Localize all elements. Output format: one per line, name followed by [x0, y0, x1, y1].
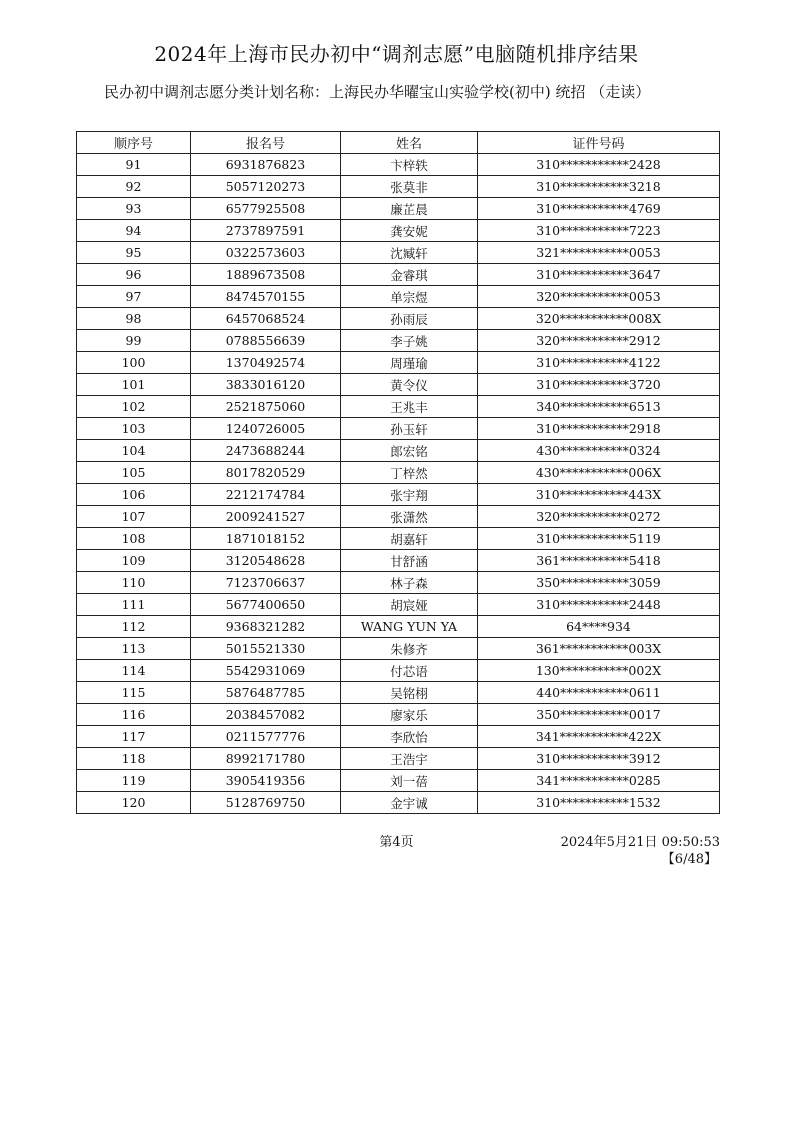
cell-id-number: 310***********443X [478, 484, 720, 506]
cell-name: 金宇诚 [341, 792, 478, 814]
table-row [77, 572, 720, 594]
cell-registration: 2737897591 [191, 220, 341, 242]
cell-sequence: 92 [77, 176, 191, 198]
cell-sequence: 112 [77, 616, 191, 638]
header-registration: 报名号 [191, 132, 341, 154]
table-row [77, 770, 720, 792]
table-row [77, 198, 720, 220]
table-header-row [77, 132, 720, 154]
cell-registration: 5876487785 [191, 682, 341, 704]
table-row [77, 330, 720, 352]
cell-id-number: 310***********5119 [478, 528, 720, 550]
cell-sequence: 97 [77, 286, 191, 308]
table-row [77, 506, 720, 528]
cell-id-number: 310***********4122 [478, 352, 720, 374]
cell-id-number: 361***********003X [478, 638, 720, 660]
cell-sequence: 96 [77, 264, 191, 286]
cell-id-number: 320***********2912 [478, 330, 720, 352]
cell-name: 王浩宇 [341, 748, 478, 770]
cell-registration: 2009241527 [191, 506, 341, 528]
cell-registration: 3833016120 [191, 374, 341, 396]
cell-id-number: 310***********3912 [478, 748, 720, 770]
ranking-table [76, 131, 720, 814]
cell-sequence: 104 [77, 440, 191, 462]
cell-sequence: 94 [77, 220, 191, 242]
cell-sequence: 100 [77, 352, 191, 374]
cell-id-number: 430***********006X [478, 462, 720, 484]
cell-name: 朱修齐 [341, 638, 478, 660]
page-number: 第4页 [379, 835, 414, 850]
cell-sequence: 99 [77, 330, 191, 352]
table-row [77, 484, 720, 506]
cell-name: 胡宸娅 [341, 594, 478, 616]
cell-registration: 2521875060 [191, 396, 341, 418]
cell-registration: 0211577776 [191, 726, 341, 748]
cell-id-number: 440***********0611 [478, 682, 720, 704]
cell-id-number: 310***********2428 [478, 154, 720, 176]
document-title: 2024年上海市民办初中“调剂志愿”电脑随机排序结果 [154, 42, 639, 66]
cell-registration: 5015521330 [191, 638, 341, 660]
cell-registration: 2038457082 [191, 704, 341, 726]
cell-id-number: 310***********1532 [478, 792, 720, 814]
cell-sequence: 91 [77, 154, 191, 176]
cell-registration: 0788556639 [191, 330, 341, 352]
cell-id-number: 361***********5418 [478, 550, 720, 572]
cell-name: 郎宏铭 [341, 440, 478, 462]
cell-sequence: 119 [77, 770, 191, 792]
cell-sequence: 113 [77, 638, 191, 660]
cell-id-number: 340***********6513 [478, 396, 720, 418]
cell-name: 甘舒涵 [341, 550, 478, 572]
cell-sequence: 109 [77, 550, 191, 572]
table-row [77, 638, 720, 660]
cell-registration: 8017820529 [191, 462, 341, 484]
cell-registration: 8474570155 [191, 286, 341, 308]
cell-registration: 2473688244 [191, 440, 341, 462]
table-row [77, 616, 720, 638]
cell-sequence: 117 [77, 726, 191, 748]
cell-id-number: 130***********002X [478, 660, 720, 682]
header-sequence: 顺序号 [77, 132, 191, 154]
cell-registration: 9368321282 [191, 616, 341, 638]
cell-sequence: 107 [77, 506, 191, 528]
cell-id-number: 430***********0324 [478, 440, 720, 462]
cell-sequence: 105 [77, 462, 191, 484]
cell-name: 张宇翔 [341, 484, 478, 506]
table-row [77, 704, 720, 726]
cell-name: 卞梓轶 [341, 154, 478, 176]
cell-name: 王兆丰 [341, 396, 478, 418]
cell-id-number: 310***********2448 [478, 594, 720, 616]
cell-sequence: 116 [77, 704, 191, 726]
cell-sequence: 115 [77, 682, 191, 704]
table-row [77, 242, 720, 264]
cell-registration: 6577925508 [191, 198, 341, 220]
plan-name: 民办初中调剂志愿分类计划名称：上海民办华曜宝山实验学校(初中) 统招 （走读） [104, 83, 651, 101]
table-row [77, 154, 720, 176]
header-id-number: 证件号码 [478, 132, 720, 154]
table-row [77, 528, 720, 550]
cell-id-number: 321***********0053 [478, 242, 720, 264]
cell-sequence: 93 [77, 198, 191, 220]
cell-sequence: 101 [77, 374, 191, 396]
cell-name: 单宗煜 [341, 286, 478, 308]
table-row [77, 660, 720, 682]
header-name: 姓名 [341, 132, 478, 154]
table-row [77, 220, 720, 242]
cell-id-number: 310***********2918 [478, 418, 720, 440]
cell-id-number: 310***********4769 [478, 198, 720, 220]
table-row [77, 748, 720, 770]
cell-registration: 2212174784 [191, 484, 341, 506]
cell-name: WANG YUN YA [341, 616, 478, 638]
cell-registration: 7123706637 [191, 572, 341, 594]
cell-sequence: 95 [77, 242, 191, 264]
cell-id-number: 350***********0017 [478, 704, 720, 726]
cell-name: 龚安妮 [341, 220, 478, 242]
table-row [77, 286, 720, 308]
cell-registration: 5542931069 [191, 660, 341, 682]
cell-name: 金睿琪 [341, 264, 478, 286]
cell-id-number: 341***********0285 [478, 770, 720, 792]
cell-registration: 1370492574 [191, 352, 341, 374]
cell-id-number: 320***********008X [478, 308, 720, 330]
cell-id-number: 320***********0272 [478, 506, 720, 528]
table-row [77, 594, 720, 616]
print-timestamp: 2024年5月21日 09:50:53 [560, 835, 720, 850]
cell-name: 孙雨辰 [341, 308, 478, 330]
page-count: 【6/48】 [661, 852, 717, 867]
table-row [77, 682, 720, 704]
cell-sequence: 103 [77, 418, 191, 440]
table-row [77, 176, 720, 198]
cell-id-number: 350***********3059 [478, 572, 720, 594]
cell-id-number: 64****934 [478, 616, 720, 638]
cell-registration: 6457068524 [191, 308, 341, 330]
table-row [77, 440, 720, 462]
cell-name: 黄令仪 [341, 374, 478, 396]
table-row [77, 264, 720, 286]
cell-id-number: 310***********3647 [478, 264, 720, 286]
cell-registration: 5057120273 [191, 176, 341, 198]
cell-id-number: 310***********3720 [478, 374, 720, 396]
cell-registration: 5128769750 [191, 792, 341, 814]
cell-registration: 5677400650 [191, 594, 341, 616]
table-row [77, 792, 720, 814]
cell-sequence: 120 [77, 792, 191, 814]
cell-sequence: 102 [77, 396, 191, 418]
cell-registration: 1240726005 [191, 418, 341, 440]
cell-name: 胡嘉轩 [341, 528, 478, 550]
table-row [77, 462, 720, 484]
cell-sequence: 110 [77, 572, 191, 594]
cell-name: 张潇然 [341, 506, 478, 528]
cell-sequence: 98 [77, 308, 191, 330]
cell-name: 李欣怡 [341, 726, 478, 748]
cell-sequence: 114 [77, 660, 191, 682]
cell-id-number: 320***********0053 [478, 286, 720, 308]
cell-sequence: 108 [77, 528, 191, 550]
table-row [77, 418, 720, 440]
cell-sequence: 106 [77, 484, 191, 506]
cell-name: 孙玉轩 [341, 418, 478, 440]
cell-registration: 0322573603 [191, 242, 341, 264]
cell-registration: 3905419356 [191, 770, 341, 792]
cell-registration: 6931876823 [191, 154, 341, 176]
table-row [77, 374, 720, 396]
cell-name: 李子姚 [341, 330, 478, 352]
table-row [77, 352, 720, 374]
table-row [77, 726, 720, 748]
cell-registration: 1889673508 [191, 264, 341, 286]
cell-sequence: 111 [77, 594, 191, 616]
cell-name: 沈臧轩 [341, 242, 478, 264]
cell-name: 周瑾瑜 [341, 352, 478, 374]
cell-name: 吴铭栩 [341, 682, 478, 704]
cell-id-number: 341***********422X [478, 726, 720, 748]
cell-name: 刘一蓓 [341, 770, 478, 792]
table-row [77, 308, 720, 330]
cell-name: 张莫非 [341, 176, 478, 198]
cell-registration: 8992171780 [191, 748, 341, 770]
cell-name: 林子森 [341, 572, 478, 594]
cell-name: 丁梓然 [341, 462, 478, 484]
cell-name: 廉芷晨 [341, 198, 478, 220]
cell-registration: 1871018152 [191, 528, 341, 550]
cell-name: 廖家乐 [341, 704, 478, 726]
cell-name: 付芯语 [341, 660, 478, 682]
cell-sequence: 118 [77, 748, 191, 770]
cell-registration: 3120548628 [191, 550, 341, 572]
cell-id-number: 310***********3218 [478, 176, 720, 198]
table-row [77, 550, 720, 572]
table-row [77, 396, 720, 418]
cell-id-number: 310***********7223 [478, 220, 720, 242]
